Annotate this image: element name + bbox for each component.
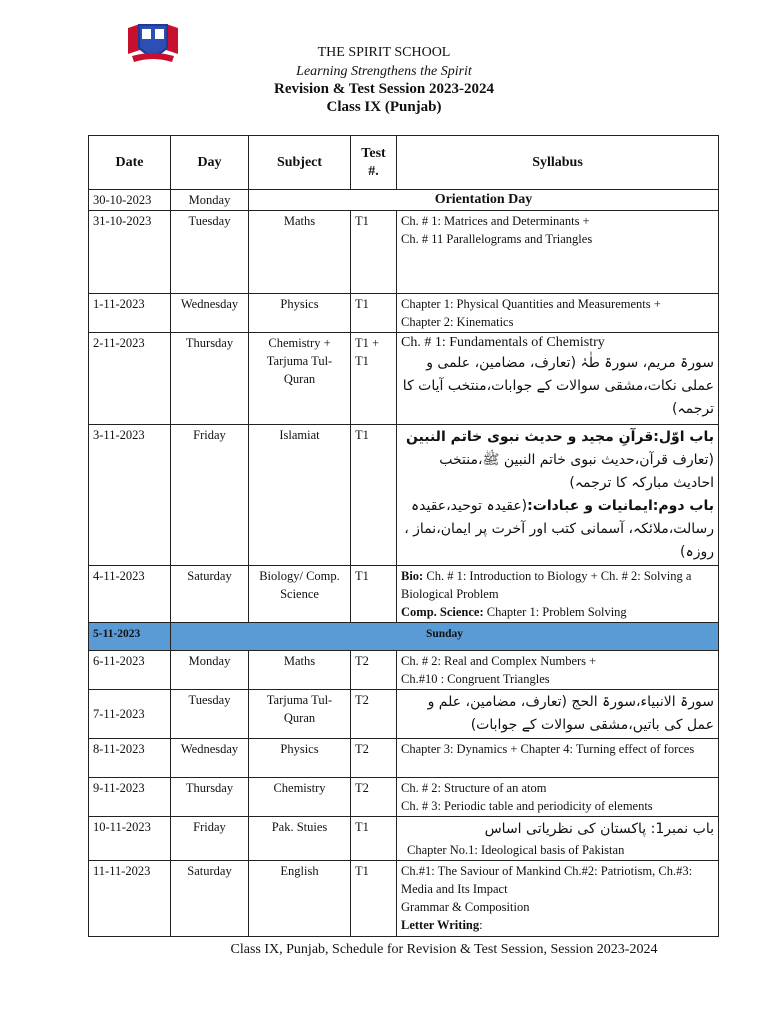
urdu-syllabus: باب نمبر1: پاکستان کی نظریاتی اساس [484,821,714,837]
syllabus-cell [397,294,719,333]
date-text: 11-11-2023 [93,864,151,878]
date-cell: 7-11-2023 [89,690,171,739]
school-name: THE SPIRIT SCHOOL [317,45,451,60]
date-cell: 8-11-2023 [89,739,171,778]
day-cell: Friday [171,817,249,861]
syllabus-cell [397,861,719,937]
schedule-table [88,135,719,937]
test-cell: T1 [351,425,397,566]
syllabus-cell [397,817,719,861]
syllabus-line: Ch. # 1: Fundamentals of Chemistry [401,335,605,350]
syllabus-line: Chapter No.1: Ideological basis of Pakistan [407,843,625,857]
table-row [89,211,719,294]
bio-syllabus [401,567,714,603]
syllabus-cell: Chapter 3: Dynamics + Chapter 4: Turning effect of forces [397,739,719,778]
date-cell [89,861,171,937]
subject-cell: Chemistry [249,778,351,817]
subject-cell: Physics [249,294,351,333]
table-row [89,739,719,778]
date-cell: 5-11-2023 [89,623,171,651]
table-row [89,690,719,739]
day-cell: Monday [171,651,249,690]
test-cell: T1 [351,211,397,294]
day-cell: Tuesday [171,690,249,739]
table-row [89,651,719,690]
subject-cell: English [249,861,351,937]
urdu-syllabus: (عقیدہ توحید،عقیدہ رسالت،ملائکہ، آسمانی کتب اور آخرت پر ایمان،نماز ، روزہ) [404,498,714,560]
sunday-cell: Sunday [171,623,719,651]
day-cell: Friday [171,425,249,566]
date-cell: 9-11-2023 [89,778,171,817]
column-header-day: Day [171,136,249,190]
syllabus-line: Grammar & Composition [401,900,530,914]
syllabus-cell [397,651,719,690]
table-row [89,425,719,566]
date-cell: 10-11-2023 [89,817,171,861]
syllabus-line: Ch.#10 : Congruent Triangles [401,672,550,686]
letter-writing-suffix: : [479,918,483,932]
column-header-subject: Subject [249,136,351,190]
subject-cell: Pak. Stuies [249,817,351,861]
table-row [89,294,719,333]
syllabus-cell [397,778,719,817]
cs-label: Comp. Science: [401,605,484,619]
cs-syllabus [401,603,714,621]
date-cell: 6-11-2023 [89,651,171,690]
test-cell: T2 [351,690,397,739]
day-cell: Monday [171,190,249,211]
syllabus-line: Ch. # 2: Real and Complex Numbers + [401,654,597,668]
syllabus-line: Chapter 2: Kinematics [401,315,514,329]
test-cell: T2 [351,651,397,690]
table-row [89,817,719,861]
day-cell: Tuesday [171,211,249,294]
table-row [89,333,719,425]
table-row [89,566,719,623]
orientation-cell: Orientation Day [249,190,719,211]
column-header-test: Test #. [351,136,397,190]
sunday-row [89,623,719,651]
subject-cell: Biology/ Comp. Science [249,566,351,623]
day-cell: Thursday [171,778,249,817]
test-cell: T1 [351,861,397,937]
table-header-row [89,136,719,190]
subject-cell: Islamiat [249,425,351,566]
urdu-syllabus: سورۃ مریم، سورۃ طٰہٰ (تعارف، مضامین، علمی و عملی نکات،مشقی سوالات کے جوابات،منتخب آیات کا ترجمہ) [402,355,714,417]
subject-cell: Tarjuma Tul-Quran [249,690,351,739]
syllabus-bold-line [401,916,714,934]
document-title: Revision & Test Session 2023-2024 [273,81,495,97]
urdu-syllabus: سورۃ الانبیاء،سورۃ الحج (تعارف، مضامین، علم و عمل کی باتیں،مشقی سوالات کے جوابات) [427,694,714,733]
page-footer: Class IX, Punjab, Schedule for Revision & Test Session, Session 2023-2024 [230,942,658,957]
class-title: Class IX (Punjab) [326,99,442,115]
syllabus-cell [397,425,719,566]
subject-cell: Maths [249,651,351,690]
syllabus-line: Ch. # 3: Periodic table and periodicity of elements [401,799,653,813]
test-cell: T1 [351,817,397,861]
table-row [89,190,719,211]
test-cell: T1 [351,566,397,623]
date-cell: 1-11-2023 [89,294,171,333]
table-row [89,778,719,817]
subject-cell: Physics [249,739,351,778]
date-cell: 3-11-2023 [89,425,171,566]
urdu-heading: باب اوّل:قرآنِ مجید و حدیث نبوی خاتم النبین [405,429,714,445]
column-header-date: Date [89,136,171,190]
cs-text: Chapter 1: Problem Solving [483,605,627,619]
syllabus-cell [397,690,719,739]
syllabus-cell [397,566,719,623]
date-cell: 4-11-2023 [89,566,171,623]
subject-cell: Chemistry + Tarjuma Tul-Quran [249,333,351,425]
urdu-section [401,495,714,564]
table-row [89,861,719,937]
syllabus-line: Ch.#1: The Saviour of Mankind Ch.#2: Patriotism, Ch.#3: Media and Its Impact [401,864,693,896]
test-cell: T1 + T1 [351,333,397,425]
test-cell: T2 [351,778,397,817]
urdu-heading: باب دوم:ایمانیات و عبادات: [527,498,714,514]
syllabus-line: Ch. # 11 Parallelograms and Triangles [401,232,593,246]
date-cell: 31-10-2023 [89,211,171,294]
school-motto: Learning Strengthens the Spirit [296,64,472,79]
day-cell: Saturday [171,566,249,623]
urdu-syllabus: (تعارف قرآن،حدیث نبوی خاتم النبین ﷺ،منتخب احادیث مبارکہ کا ترجمہ) [439,452,714,491]
bio-text: Ch. # 1: Introduction to Biology + Ch. # 2: Solving a Biological Problem [401,569,692,601]
day-cell: Wednesday [171,739,249,778]
day-cell: Thursday [171,333,249,425]
date-cell: 2-11-2023 [89,333,171,425]
date-cell: 30-10-2023 [89,190,171,211]
column-header-syllabus: Syllabus [397,136,719,190]
day-cell: Saturday [171,861,249,937]
bio-label: Bio: [401,569,424,583]
syllabus-cell [397,211,719,294]
syllabus-line: Ch. # 1: Matrices and Determinants + [401,214,590,228]
syllabus-line: Chapter 1: Physical Quantities and Measurements + [401,297,661,311]
syllabus-line: Ch. # 2: Structure of an atom [401,781,547,795]
subject-cell: Maths [249,211,351,294]
letter-writing-label: Letter Writing [401,918,480,932]
test-cell: T1 [351,294,397,333]
syllabus-cell [397,333,719,425]
day-cell: Wednesday [171,294,249,333]
test-cell: T2 [351,739,397,778]
